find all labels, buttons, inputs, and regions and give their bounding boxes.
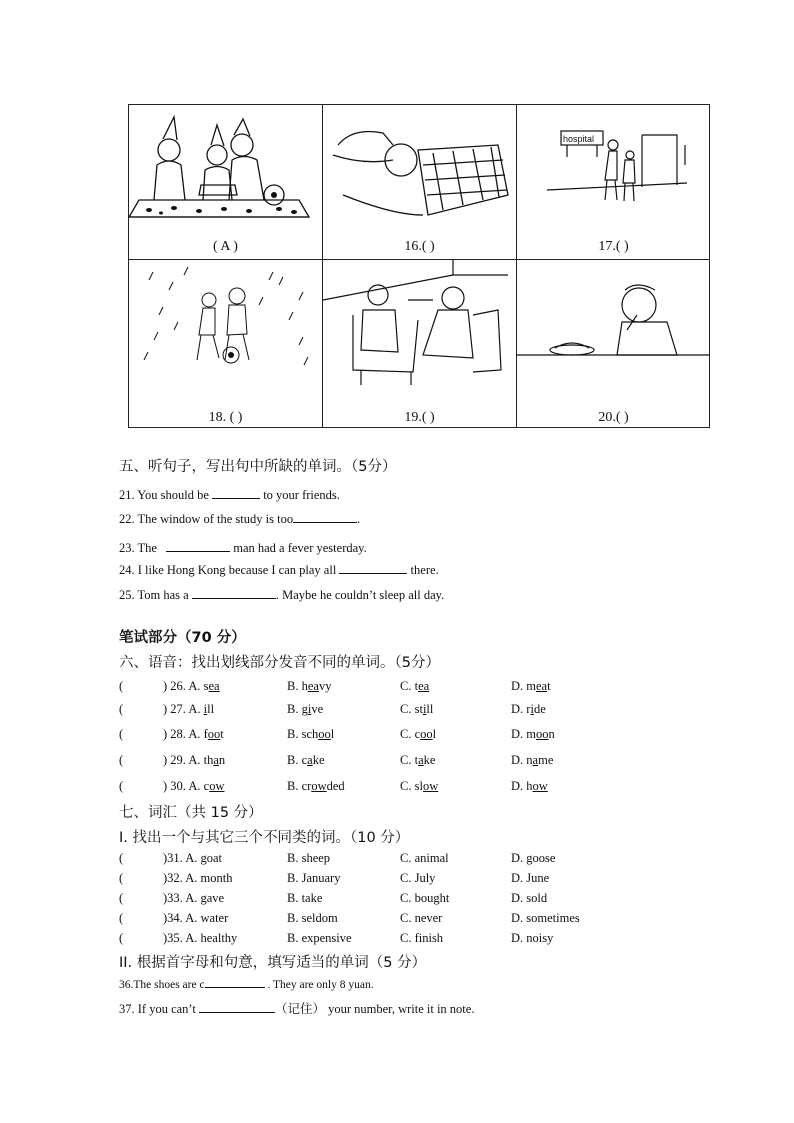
vocab-row [119, 851, 639, 869]
question-25 [119, 587, 444, 603]
question-36 [119, 976, 374, 991]
boy-not-eating-picture [517, 260, 710, 400]
picture-cell-sleeping [323, 105, 516, 259]
question-23 [119, 540, 367, 556]
section7-title: 七、词汇（共 15 分） [119, 805, 263, 821]
section7-part2-title: II. 根据首字母和句意，填写适当的单词（5 分） [119, 955, 427, 971]
option-d: D. meat [511, 679, 551, 693]
question-22 [119, 511, 360, 527]
section5-title: 五、听句子，写出句中所缺的单词。（5分） [119, 459, 397, 475]
question-37 [119, 999, 474, 1017]
question-text: there. [407, 563, 439, 577]
picture-caption: 17.( ) [598, 239, 629, 254]
answer-blank[interactable] [212, 487, 260, 499]
option-d: D. how [511, 779, 548, 793]
answer-blank[interactable] [293, 511, 357, 523]
picture-caption: 18. ( ) [208, 410, 243, 425]
option-c: C. bought [400, 891, 450, 905]
option-b: B. sheep [287, 851, 331, 865]
picture-cell-rain [129, 260, 322, 427]
vocab-row [119, 871, 639, 889]
question-text: 37. If you can’t [119, 1002, 199, 1016]
option-b: B. seldom [287, 911, 338, 925]
option-a: ( ) 28. A. foot [119, 727, 224, 741]
answer-blank[interactable] [199, 1001, 275, 1013]
written-part-title: 笔试部分（70 分） [119, 630, 246, 646]
picture-cell-birthday [129, 105, 322, 259]
phonics-row [119, 727, 639, 745]
option-b: B. give [287, 702, 324, 716]
sleeping-boy-picture [323, 105, 516, 235]
option-d: D. goose [511, 851, 556, 865]
option-d: D. noisy [511, 931, 554, 945]
picture-cell-hospital [517, 105, 710, 259]
option-c: C. animal [400, 851, 449, 865]
hospital-sign: hospital [563, 134, 595, 144]
question-24 [119, 562, 439, 578]
question-text: . Maybe he couldn’t sleep all day. [275, 588, 445, 602]
option-d: D. name [511, 753, 554, 767]
picture-cell-not-eating [517, 260, 710, 427]
option-c: C. tea [400, 679, 430, 693]
question-text: your number, write it in note. [324, 1002, 475, 1016]
option-d: D. sold [511, 891, 548, 905]
option-b: B. January [287, 871, 341, 885]
vocab-row [119, 891, 639, 909]
option-c: C. cool [400, 727, 437, 741]
picture-caption: 20.( ) [598, 410, 629, 425]
option-a: ( )32. A. month [119, 871, 233, 885]
vocab-row [119, 931, 639, 949]
picture-caption: 19.( ) [404, 410, 435, 425]
picture-caption: ( A ) [213, 239, 238, 254]
question-text: （记住） [274, 1002, 325, 1016]
answer-paren[interactable]: ( [119, 679, 124, 693]
birthday-party-picture [129, 105, 322, 235]
picture-table [128, 104, 710, 428]
question-text: to your friends. [260, 488, 340, 502]
answer-paren[interactable]: ( [119, 779, 124, 793]
option-a: ( ) 29. A. than [119, 753, 226, 767]
option-c: C. take [400, 753, 436, 767]
option-a: ( )34. A. water [119, 911, 229, 925]
football-rain-picture [129, 260, 322, 400]
answer-blank[interactable] [339, 562, 407, 574]
option-a: ( )33. A. gave [119, 891, 225, 905]
option-c: C. July [400, 871, 436, 885]
option-a: ( ) 30. A. cow [119, 779, 225, 793]
option-b: B. expensive [287, 931, 352, 945]
option-a: ( ) 27. A. ill [119, 702, 215, 716]
option-a: ( )31. A. goat [119, 851, 223, 865]
section7-part1-title: I. 找出一个与其它三个不同类的词。（10 分） [119, 830, 410, 846]
vocab-row [119, 911, 639, 929]
doctor-checkup-picture [323, 260, 516, 400]
answer-paren[interactable]: ( [119, 727, 124, 741]
answer-paren[interactable]: ( [119, 753, 124, 767]
question-text: . [357, 512, 361, 526]
answer-paren[interactable]: ( [119, 911, 124, 925]
option-c: C. still [400, 702, 434, 716]
option-b: B. school [287, 727, 335, 741]
phonics-row [119, 779, 639, 797]
option-b: B. take [287, 891, 323, 905]
option-d: D. moon [511, 727, 555, 741]
option-d: D. sometimes [511, 911, 580, 925]
answer-paren[interactable]: ( [119, 931, 124, 945]
question-text: 24. I like Hong Kong because I can play all [119, 563, 340, 577]
option-d: D. June [511, 871, 550, 885]
phonics-row [119, 679, 639, 697]
answer-blank[interactable] [192, 587, 276, 599]
option-c: C. never [400, 911, 443, 925]
phonics-row [119, 753, 639, 771]
option-a: ( ) 26. A. sea [119, 679, 220, 693]
answer-paren[interactable]: ( [119, 702, 124, 716]
section6-title: 六、语音：找出划线部分发音不同的单词。（5分） [119, 655, 440, 671]
option-d: D. ride [511, 702, 546, 716]
option-a: ( )35. A. healthy [119, 931, 238, 945]
answer-blank[interactable] [205, 976, 265, 988]
question-text: 36.The shoes are c [119, 979, 205, 991]
answer-paren[interactable]: ( [119, 871, 124, 885]
picture-cell-doctor [323, 260, 516, 427]
option-b: B. heavy [287, 679, 332, 693]
question-21 [119, 487, 340, 503]
option-b: B. cake [287, 753, 325, 767]
answer-blank[interactable] [166, 540, 230, 552]
question-text: 22. The window of the study is too [119, 512, 294, 526]
answer-paren[interactable]: ( [119, 851, 124, 865]
option-c: C. slow [400, 779, 439, 793]
hospital-picture [517, 105, 710, 235]
option-c: C. finish [400, 931, 444, 945]
phonics-row [119, 702, 639, 720]
question-text: 23. The [119, 541, 161, 555]
question-text: 21. You should be [119, 488, 213, 502]
option-b: B. crowded [287, 779, 345, 793]
picture-caption: 16.( ) [404, 239, 435, 254]
question-text: man had a fever yesterday. [230, 541, 367, 555]
question-text: . They are only 8 yuan. [264, 979, 374, 991]
answer-paren[interactable]: ( [119, 891, 124, 905]
question-text: 25. Tom has a [119, 588, 192, 602]
